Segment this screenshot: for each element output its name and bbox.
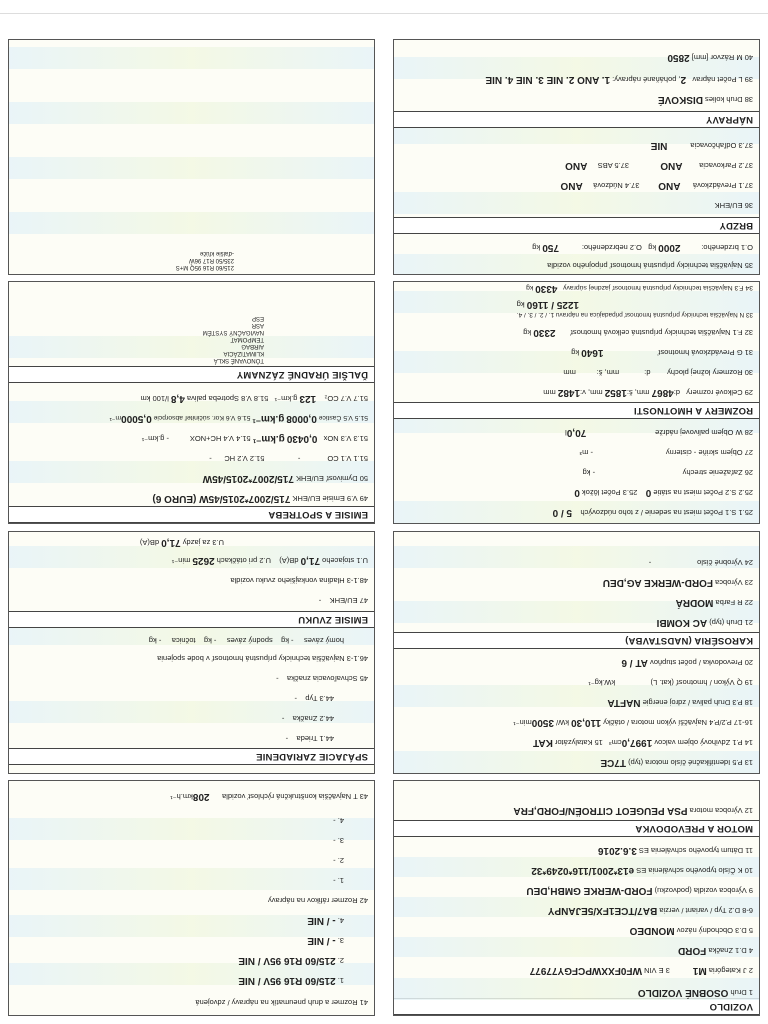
field-co2: 51.7 V.7 CO₂ 123 g.km⁻¹ 51.8 V.8 Spotreba paliva 4,8 l/100 km [140,393,368,404]
field-prevadzkova-hmotnost: 31 G Prevádzková hmotnosť 1640 kg [571,347,753,358]
field-brzdeneho: O.1 brzdeného: 2000 kg O.2 nebrzdeného: 750 kg [532,242,753,253]
field-dymivost: 50 Dymivosť EU/EHK 715/2007*2015/45W [202,473,368,484]
note-tonovane-skla: TÓNOVANÉ SKLÁ [213,357,264,363]
field-emisie-eu: 49 V.9 Emisie EU/EHK 715/2007*2015/45W (EURO 6) [152,493,368,504]
field-druh: 1 Druh OSOBNÉ VOZIDLO [637,987,753,998]
section-header-brzdy: BRZDY [394,217,759,234]
field-znacka-zariadenia: 44.2 Značka - [281,714,334,723]
field-miesta-sedenie: 25.1 S.1 Počet miest na sedenie / z toho núdzových 5 / 0 [552,507,753,518]
field-pneumatiky: 41 Rozmer a druh pneumatík na nápravy / zdvojená [195,998,368,1007]
field-max-rychlost: 43 T Najväčšia konštrukčná rýchlosť vozidla 208km.h⁻¹ [170,791,368,802]
field-pneu-1: 1. 215/60 R16 95V / NIE [238,975,344,986]
field-pocet-naprav: 39 L Počet náprav 2, poháňané nápravy: 1. ANO 2. NIE 3. NIE 4. NIE [485,74,753,85]
field-vyrobca-motora: 12 Výrobca motora PSA PEUGEOT CITROËN/FORD,FRA [513,805,753,816]
note-pneu-r17: 235/50 R17 96W [188,257,234,263]
panel-dalsie-pokracovanie [8,39,375,275]
field-druh-kolies: 38 Druh kolies DISKOVÉ [657,94,753,105]
field-rafik-3: 3. - [333,836,344,845]
field-cislo-schvalenia: 10 K Číslo typového schválenia ES e13*2001/116*0249*32 [531,865,753,876]
notes-tires [15,249,234,270]
section-header-dalsie-zaznamy: ĎALŠIE ÚRADNÉ ZÁZNAMY [9,366,374,383]
field-rozmery-loznej-plochy: 30 Rozmery ložnej plochy d: mm, š: mm [563,368,753,377]
section-header-emisie: EMISIE A SPOTREBA [9,506,374,523]
field-pneu-3: 3. - / NIE [307,935,344,946]
field-farba: 22 R Farba MODRÁ [675,597,753,608]
field-celkova-hmotnost: 32 F.1 Najväčšia technicky prípustná celková hmotnosť 2330 kg [523,327,753,338]
field-pneu-2: 2. 215/60 R16 95V / NIE [238,955,344,966]
field-brzdy-eu: 36 EU/EHK [714,201,753,210]
field-hmotnost-pripojneho: 35 Najväčšia technicky prípustná hmotnosť pripojného vozidla [547,261,753,270]
field-zvuk-stojaceho: U.1 stojaceho 71,0 dB(A) U.2 pri otáčkach 2625 min⁻¹ [171,555,368,566]
field-rafik-2: 2. - [333,856,344,865]
field-hmotnost-supravy: 34 F.3 Najväčšia technicky prípustná hmotnosť jazdnej súpravy 4330 kg [526,283,753,294]
field-kategoria: 2 J Kategória M1 3 E VIN WF0FXXWPCFGY77977 [529,965,753,976]
field-hladina-zvuku: 48.1-3 Hladina vonkajšieho zvuku vozidla [230,576,368,585]
section-header-karoseria: KAROSÉRIA (NADSTAVBA) [394,632,759,649]
field-co: 51.1 V.1 CO - 51.2 V.2 HC - [209,454,368,463]
panel-brzdy-napravy [393,39,760,275]
field-prevadzkova-brzda: 37.1 Prevádzková ANO 37.4 Núdzová ANO [560,180,753,191]
field-vyrobne-cislo: 24 Výrobné číslo - [648,558,753,567]
field-vyrobca-vozidla: 9 Výrobca vozidla (podvozku) FORD-WERKE GMBH,DEU [526,885,753,896]
field-rafiky: 42 Rozmer ráfikov na nápravy [267,896,368,905]
field-celkove-rozmery: 29 Celkové rozmery d:4867 mm, š:1852 mm, v:1482 mm [543,387,753,398]
panel-emisie [8,281,375,524]
field-hmotnost-spojenia: 46.1-3 Najväčšia technicky prípustná hmotnosť v bode spojenia [157,654,368,663]
note-esp: ESP [251,315,264,321]
field-miesta-statie: 25.2 S.2 Počet miest na státie 0 25.3 Počet lôžok 0 [574,487,753,498]
note-klimatizacia: KLIMATIZÁCIA [223,350,264,356]
field-hmotnost-naprava: 33 N Najväčšia technicky prípustná hmotnosť pripadajúca na nápravu 1. / 2. / 3. / 4. [516,311,753,318]
notes-list [15,314,264,363]
field-nox: 51.3 V.3 NOx 0,0430 g.km⁻¹ 51.4 V.4 HC+NOX - g.km⁻¹ [141,433,368,444]
field-parkovacia-brzda: 37.2 Parkovacia ANO 37.5 ABS ANO [565,160,753,171]
note-airbag: AIRBAG [241,343,264,349]
field-obchodny-nazov: 5 D.3 Obchodný názov MONDEO [629,925,753,936]
section-header-motor: MOTOR A PREVODOVKA [394,820,759,837]
field-datum-schvalenia: 11 Dátum typového schválenia ES 3.6.2016 [597,845,753,856]
section-header-napravy: NÁPRAVY [394,111,759,128]
field-vykon-motora: 16-17 P.2/P.4 Najväčší výkon motora / otáčky 110,30 kW/ 3500min⁻¹ [513,717,753,728]
field-druh-paliva: 18 P.3 Druh paliva / zdroj energie NAFTA [607,697,753,708]
field-cislo-motora: 13 P.5 Identifikačné číslo motora (typ) T7CE [600,757,753,768]
section-header-vozidlo: VOZIDLO [394,998,759,1015]
field-trieda: 44.1 Trieda - [285,734,334,743]
panel-vozidlo [393,780,760,1016]
field-vyrobca-karoserie: 23 Výrobca FORD-WERKE AG,DEU [602,577,753,588]
panel-motor-karoseria [393,531,760,774]
field-zatazenie-strechy: 26 Zaťaženie strechy - kg [582,468,753,477]
field-pneu-4: 4. - / NIE [307,915,344,926]
scan-edge-line [0,13,768,14]
note-asr: ASR [251,322,264,328]
section-header-spajacie: SPÁJACIE ZARIADENIE [9,748,374,765]
field-znacka: 4 D.1 Značka FORD [677,945,753,956]
field-zvuk-eu: 47 EU/EHK - [318,596,368,605]
field-objem-skrine: 27 Objem skriňe - cisterny - m³ [579,448,753,457]
field-objem-nadrze: 28 W Objem palivovej nádrže 70,0l [565,427,753,438]
section-header-rozmery: ROZMERY A HMOTNOSTI [394,402,759,419]
field-prevodovka: 20 Prevodovka / počet stupňov AT / 6 [621,657,753,668]
section-header-emisie-zvuku: EMISIE ZVUKU [9,611,374,628]
panel-rozmery [393,281,760,524]
field-zvuk-za-jazdy: U.3 za jazdy 71,0 dB(A) [139,537,224,548]
field-rafik-1: 1. - [333,876,344,885]
note-navigacny-system: NAVIGAČNÝ SYSTÉM [202,329,264,335]
field-hmotnost-naprava-value: 1225 / 1160 kg [516,299,579,310]
panel-spajacie-zvuk [8,531,375,774]
field-odlahcovacia-brzda: 37.3 Odľahčovacia NIE [650,140,753,151]
field-castice: 51.5 V.5 Častice 0,0008 g.km⁻¹ 51.6 V.6 Kor. súčiniteľ absorpcie 0,5000m⁻¹ [109,413,368,424]
field-objem-valcov: 14 P.1 Zdvihový objem valcov 1997,0cm³ 15 Katalyzátor KAT [533,737,753,748]
field-rafik-4: 4. - [333,816,344,825]
panel-pneumatiky [8,780,375,1016]
field-druh-karoserie: 21 Druh (typ) AC KOMBI [656,617,753,628]
field-zavesy: homý záves - kg spodný záves - kg točnica - kg [148,636,344,645]
field-typ-zariadenia: 44.3 Typ - [294,694,334,703]
field-vykon-hmotnost: 19 Q Výkon / hmotnosť (kat. L) kW.kg⁻¹ [588,678,753,687]
field-typ-variant: 6-8 D.2 Typ / variant / verzia BA7/TCE1FX/5EJANPY [547,905,753,916]
note-zimne-pneu: 215/60 R16 95Q M+S [175,264,234,270]
note-tempomat: TEMPOMAT [230,336,264,342]
field-schvalovacia-znacka: 45 Schvaľovacia značka - [276,674,368,683]
note-dalsie-kluce: -ďalšie kľúče [199,250,234,256]
field-razvor: 40 M Rázvor [mm] 2850 [667,52,753,63]
